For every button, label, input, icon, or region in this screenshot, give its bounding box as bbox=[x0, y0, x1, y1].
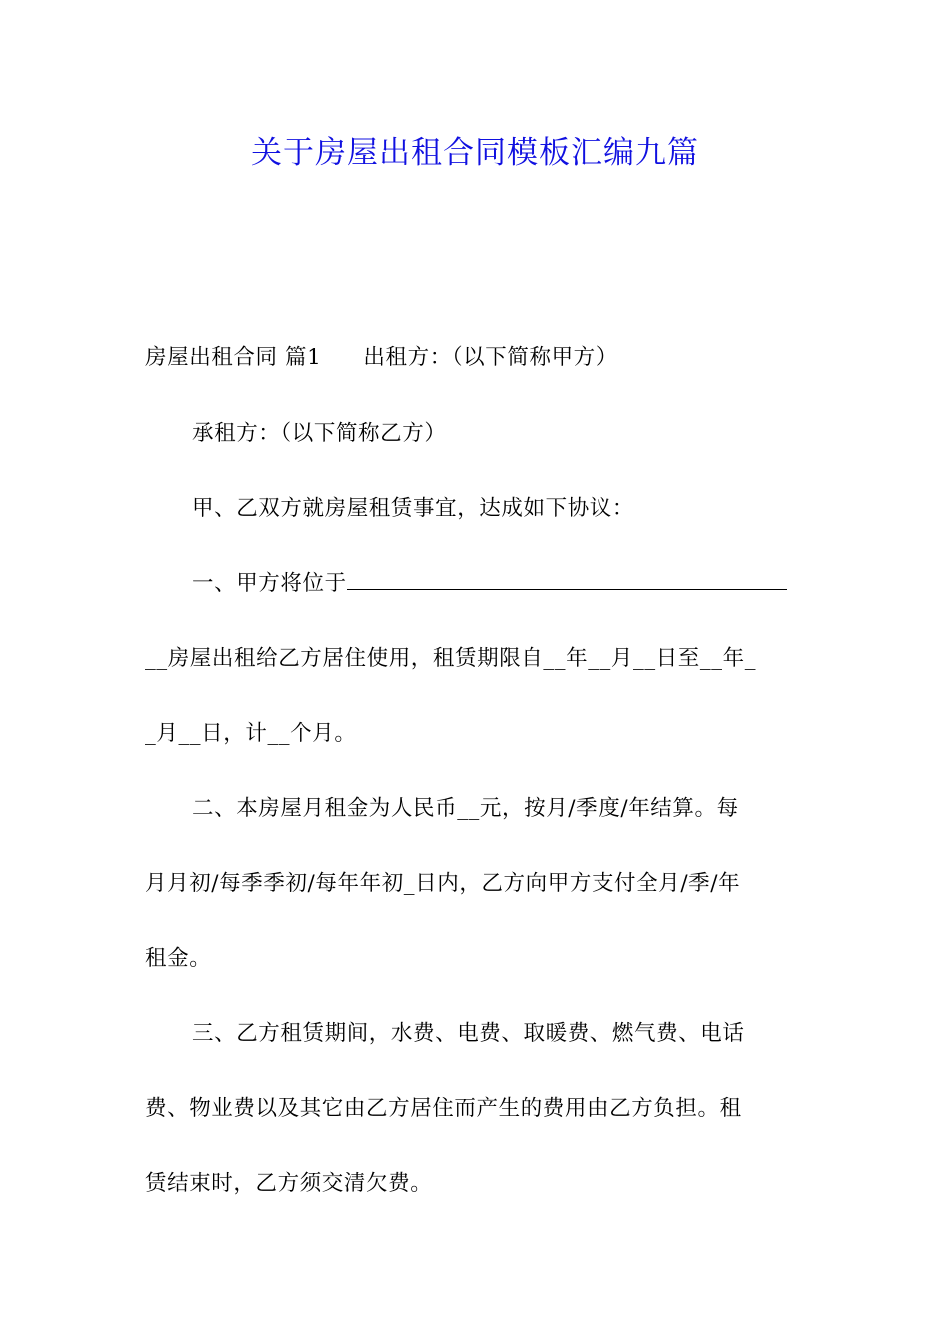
lessee-line: 承租方：（以下简称乙方） bbox=[192, 421, 447, 446]
lessor-line: 出租方：（以下简称甲方） bbox=[363, 345, 618, 370]
document-title: 关于房屋出租合同模板汇编九篇 bbox=[251, 135, 699, 171]
clause-2-line-3: 租金。 bbox=[145, 946, 212, 971]
clause-1-line-2: __房屋出租给乙方居住使用，租赁期限自__年__月__日至__年_ bbox=[145, 646, 757, 671]
clause-3-line-3: 赁结束时，乙方须交清欠费。 bbox=[145, 1171, 433, 1196]
clause-1-text: 一、甲方将位于 bbox=[192, 571, 347, 596]
section-label: 房屋出租合同 篇1 bbox=[145, 345, 322, 370]
clause-3-line-2: 费、物业费以及其它由乙方居住而产生的费用由乙方负担。租 bbox=[145, 1096, 742, 1121]
clause-2-line-1: 二、本房屋月租金为人民币__元，按月/季度/年结算。每 bbox=[192, 796, 739, 821]
agreement-intro-line: 甲、乙双方就房屋租赁事宜，达成如下协议： bbox=[192, 496, 635, 521]
paragraph-line-1 bbox=[145, 343, 810, 373]
clause-1-line-3: _月__日，计__个月。 bbox=[145, 721, 357, 746]
clause-2-line-2: 月月初/每季季初/每年年初_日内，乙方向甲方支付全月/季/年 bbox=[145, 871, 741, 896]
clause-1-line-1 bbox=[192, 569, 810, 599]
clause-3-line-1: 三、乙方租赁期间，水费、电费、取暖费、燃气费、电话 bbox=[192, 1021, 745, 1046]
address-blank bbox=[347, 569, 787, 590]
